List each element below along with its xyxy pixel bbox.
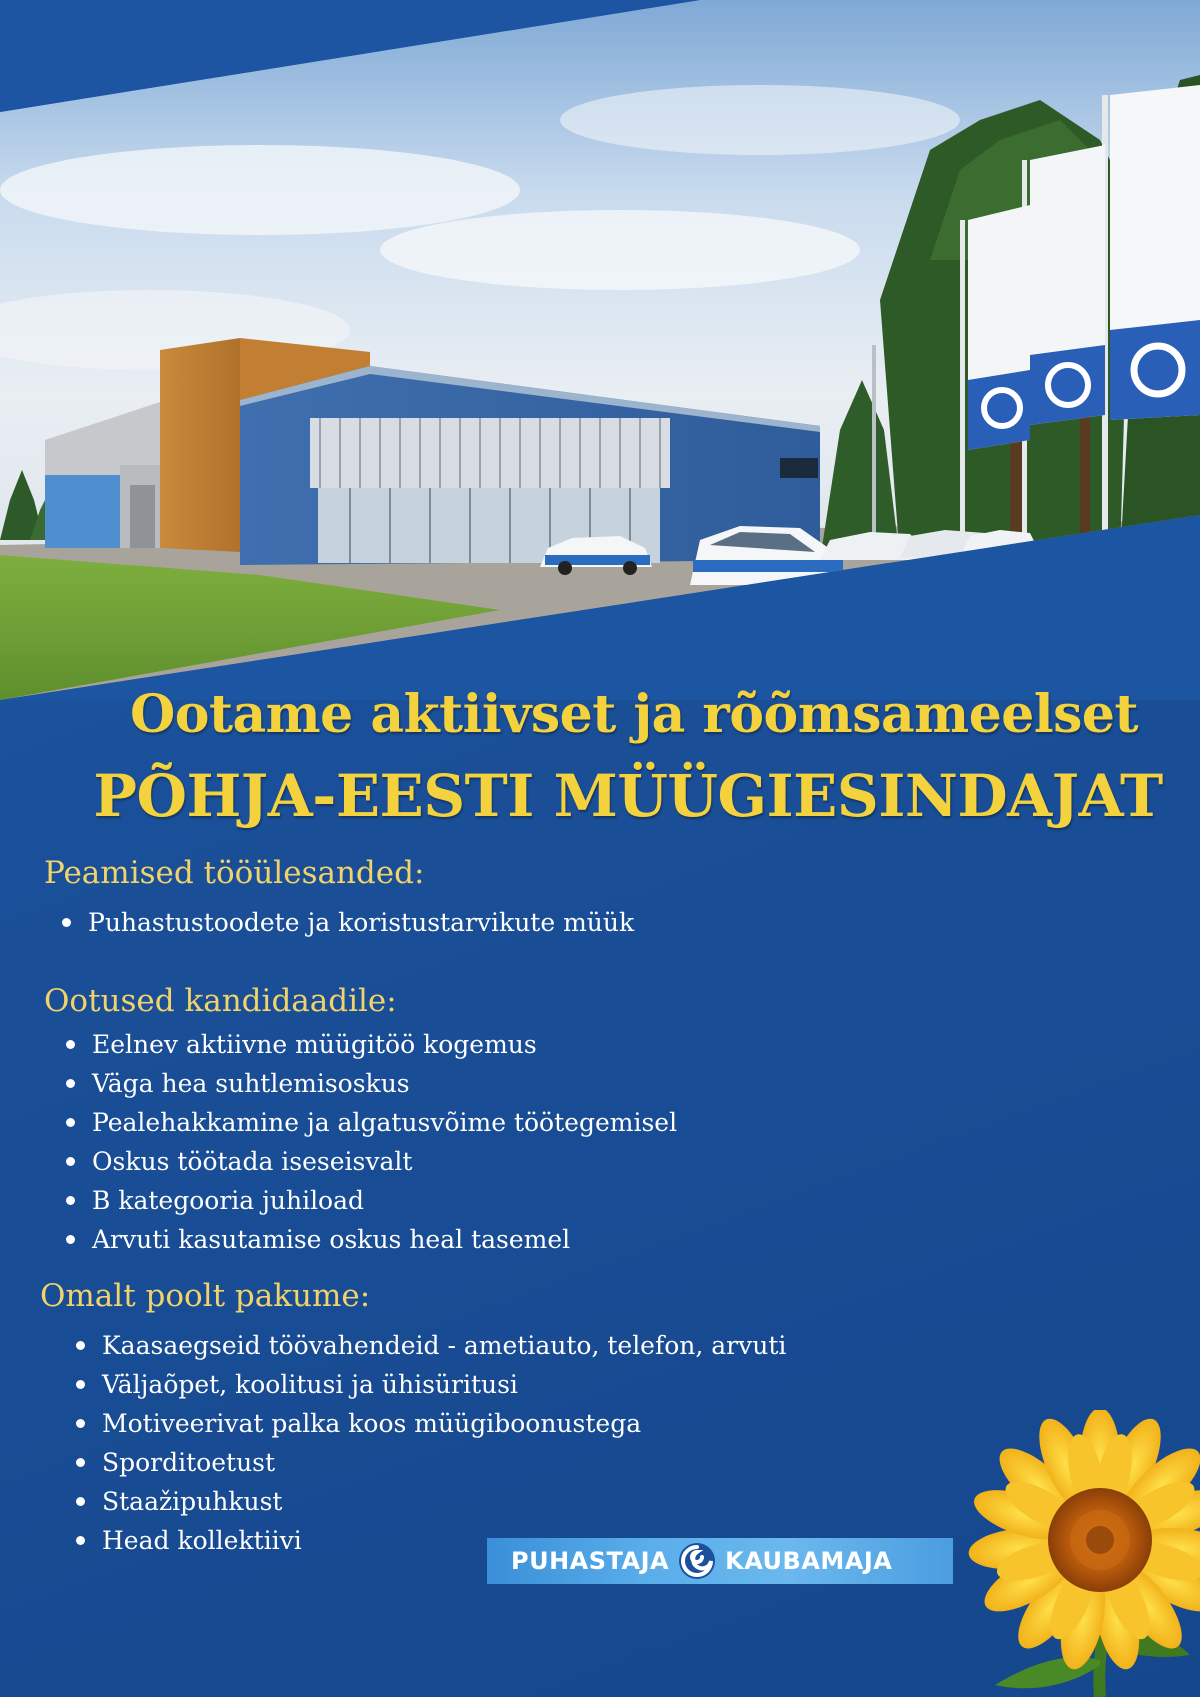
headline-line-2: PÕHJA-EESTI MÜÜGIESINDAJAT [93,762,1163,830]
list-item [74,1326,786,1365]
bullet-icon [76,1419,85,1428]
list-item-text: Väljaõpet, koolitusi ja ühisüritusi [102,1370,518,1399]
puhastaja-kaubamaja-logo [487,1538,953,1584]
list-item [64,1064,677,1103]
headline-line-1: Ootame aktiivset ja rõõmsameelset [129,684,1139,745]
logo-left-word: PUHASTAJA [511,1547,670,1575]
list-item-text: Sporditoetust [102,1448,276,1477]
tasks-title: Peamised tööülesanded: [44,855,425,891]
offer-list [74,1326,786,1560]
bullet-icon [66,1118,75,1127]
tasks-list [60,903,634,942]
bullet-icon [62,918,71,927]
list-item [74,1482,786,1521]
bullet-icon [76,1458,85,1467]
list-item-text: Puhastustoodete ja koristustarvikute müük [88,908,635,937]
bullet-icon [76,1536,85,1545]
list-item [60,903,634,942]
list-item [74,1443,786,1482]
list-item [64,1181,677,1220]
bullet-icon [76,1341,85,1350]
expectations-title: Ootused kandidaadile: [44,983,397,1019]
list-item [64,1220,677,1259]
bullet-icon [66,1079,75,1088]
list-item-text: Väga hea suhtlemisoskus [92,1069,410,1098]
expectations-section [44,983,677,1259]
list-item-text: Arvuti kasutamise oskus heal tasemel [92,1225,571,1254]
list-item-text: Pealehakkamine ja algatusvõime töötegemisel [92,1108,678,1137]
bullet-icon [66,1235,75,1244]
expectations-list [64,1025,677,1259]
list-item [64,1142,677,1181]
bullet-icon [66,1196,75,1205]
tasks-section [44,855,634,942]
wave-swirl-icon [677,1541,717,1581]
list-item-text: Oskus töötada iseseisvalt [92,1147,413,1176]
bullet-icon [76,1497,85,1506]
list-item-text: Eelnev aktiivne müügitöö kogemus [92,1030,537,1059]
list-item-text: Head kollektiivi [102,1526,302,1555]
list-item [74,1404,786,1443]
list-item-text: B kategooria juhiload [92,1186,365,1215]
logo-right-word: KAUBAMAJA [725,1547,893,1575]
bullet-icon [66,1157,75,1166]
list-item-text: Kaasaegseid töövahendeid - ametiauto, telefon, arvuti [102,1331,787,1360]
list-item [64,1103,677,1142]
bullet-icon [66,1040,75,1049]
building-photo [0,0,1200,700]
list-item-text: Staažipuhkust [102,1487,283,1516]
list-item [74,1365,786,1404]
offer-title: Omalt poolt pakume: [40,1278,371,1314]
list-item-text: Motiveerivat palka koos müügiboonustega [102,1409,642,1438]
sunflower-image [950,1410,1200,1697]
offer-section [40,1278,786,1560]
list-item [64,1025,677,1064]
bullet-icon [76,1380,85,1389]
